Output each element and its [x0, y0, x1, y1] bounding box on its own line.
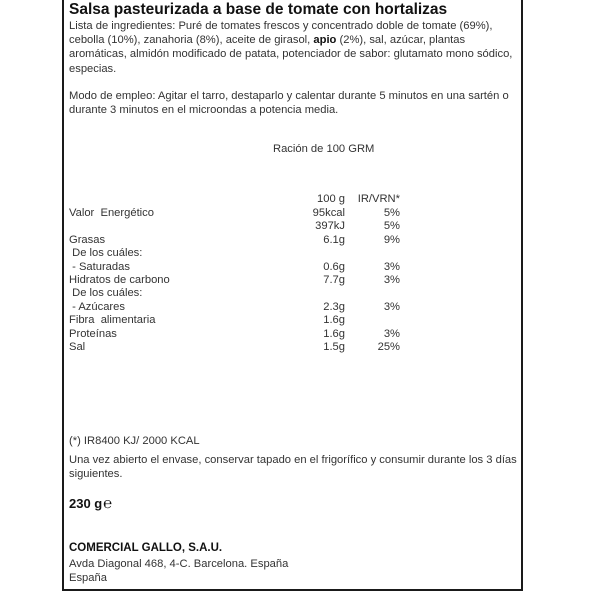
- nutrient-name: Proteínas: [69, 327, 117, 340]
- serving-size: Ración de 100 GRM: [273, 143, 375, 155]
- nutrition-row: [64, 247, 525, 260]
- nutrient-name: Hidratos de carbono: [69, 274, 170, 286]
- nutrient-per100: 0.6g: [323, 260, 345, 273]
- net-weight: [69, 495, 112, 512]
- nutrition-row: [64, 274, 525, 287]
- nutrition-row: [64, 287, 525, 300]
- nutrient-name: Fibra alimentaria: [69, 314, 156, 327]
- nutrition-row: [64, 301, 525, 314]
- manufacturer-address: Avda Diagonal 468, 4-C. Barcelona. España: [69, 558, 289, 570]
- nutrient-ir: 5%: [383, 207, 400, 219]
- nutrient-ir: 3%: [383, 260, 400, 273]
- nutrient-ir: 5%: [383, 220, 400, 233]
- nutrition-row: [64, 220, 525, 233]
- nutrient-name: - Saturadas: [69, 260, 130, 273]
- manufacturer-country: España: [69, 572, 107, 584]
- nutrient-name: De los cuáles:: [69, 247, 143, 260]
- nutrition-row: [64, 207, 525, 220]
- nutrient-name: Sal: [69, 341, 86, 353]
- nutrient-per100: 1.6g: [323, 327, 345, 340]
- nutrient-name: - Azúcares: [69, 300, 125, 313]
- product-label: [62, 0, 523, 591]
- nutrition-row: [64, 234, 525, 247]
- ingredients-text-rest: (2%), sal, azúcar, plantas aromáticas, almidón modificado de patata, potenciador de sabor: glutamato mono sódico, especias.: [69, 34, 513, 75]
- nutrient-name: Valor Energético: [69, 207, 154, 219]
- nutrient-name: De los cuáles:: [69, 287, 143, 300]
- nutrition-row: [64, 341, 525, 354]
- nutrition-row: [64, 261, 525, 274]
- nutrient-per100: 2.3g: [323, 300, 345, 313]
- net-weight-value: 230 g: [69, 496, 103, 511]
- nutrient-ir: 9%: [383, 233, 400, 246]
- nutrition-header-row: [64, 193, 525, 206]
- usage-instructions: Modo de empleo: Agitar el tarro, destaparlo y calentar durante 5 minutos en una sartén o durante 3 minutos en el microondas a potencia media.: [69, 90, 509, 117]
- estimated-sign-icon: ℮: [103, 495, 113, 512]
- nutrient-ir: 3%: [383, 274, 400, 286]
- nutrient-ir: 25%: [377, 341, 400, 353]
- col-header-per100: 100 g: [317, 193, 345, 205]
- allergen-highlight: apio: [313, 34, 337, 47]
- manufacturer-name: COMERCIAL GALLO, S.A.U.: [69, 542, 223, 554]
- nutrient-per100: 1.6g: [323, 314, 345, 327]
- nutrition-row: [64, 314, 525, 327]
- storage-instructions: Una vez abierto el envase, conservar tapado en el frigorífico y consumir durante los 3 días siguientes.: [69, 454, 517, 481]
- nutrient-ir: 3%: [383, 327, 400, 340]
- ir-footnote: (*) IR8400 KJ/ 2000 KCAL: [69, 435, 200, 447]
- col-header-ir: IR/VRN*: [357, 193, 400, 205]
- ingredients-list: [69, 19, 521, 76]
- nutrient-name: Grasas: [69, 233, 106, 246]
- ingredients-text: Lista de ingredientes: Puré de tomates frescos y concentrado doble de tomate (69%), cebolla (10%), zanahoria (8%), aceite de girasol,: [69, 20, 493, 47]
- nutrient-per100: 7.7g: [323, 274, 345, 286]
- nutrient-per100: 1.5g: [323, 341, 345, 353]
- nutrient-per100: 397kJ: [315, 220, 345, 233]
- product-title: Salsa pasteurizada a base de tomate con hortalizas: [69, 1, 448, 18]
- nutrient-per100: 95kcal: [312, 207, 345, 219]
- nutrient-ir: 3%: [383, 300, 400, 313]
- nutrient-per100: 6.1g: [323, 233, 345, 246]
- nutrition-row: [64, 328, 525, 341]
